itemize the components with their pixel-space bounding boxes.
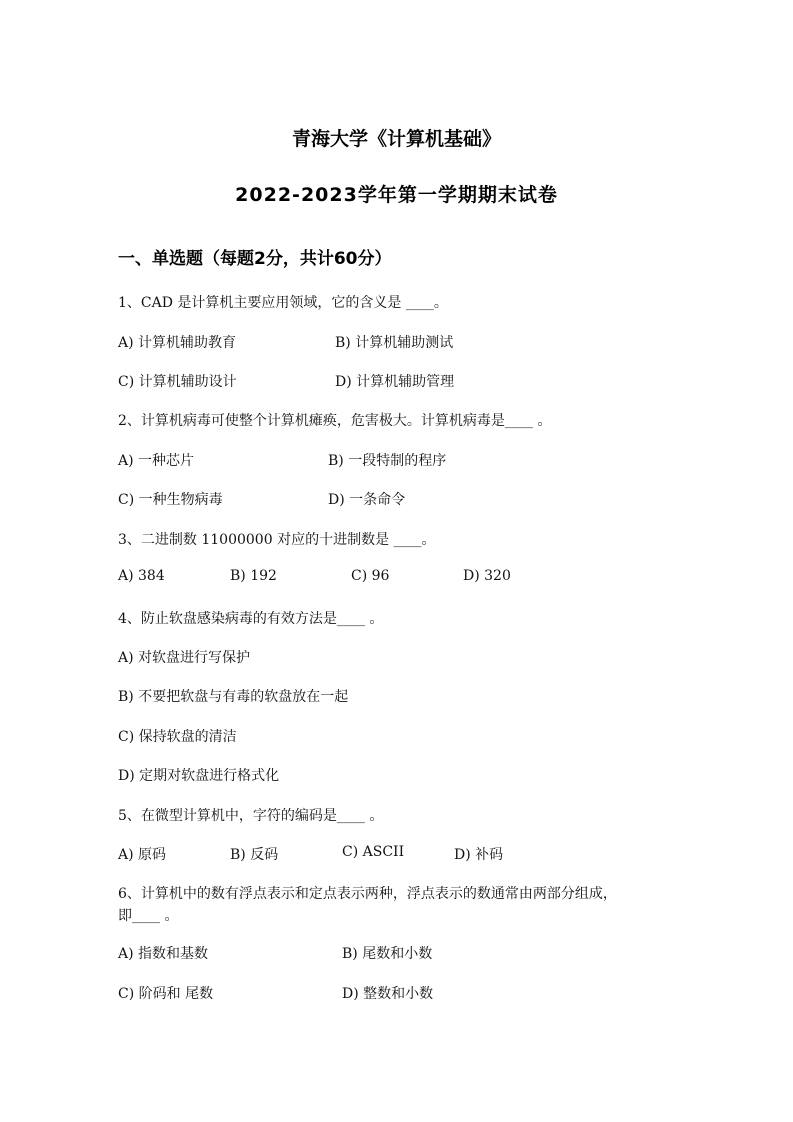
question-6-option-c: C) 阶码和 尾数 xyxy=(118,986,214,1002)
question-1-option-c: C) 计算机辅助设计 xyxy=(118,374,237,390)
question-3-option-c: C) 96 xyxy=(351,568,390,584)
question-4-option-b: B) 不要把软盘与有毒的软盘放在一起 xyxy=(118,689,349,705)
exam-title-line1: 青海大学《计算机基础》 xyxy=(291,128,501,150)
question-3-option-a: A) 384 xyxy=(118,568,165,584)
exam-title-line2: 2022-2023学年第一学期期末试卷 xyxy=(235,184,558,206)
question-3-option-d: D) 320 xyxy=(463,568,511,584)
question-5-stem: 5、在微型计算机中，字符的编码是____ 。 xyxy=(118,808,384,824)
question-5-option-a: A) 原码 xyxy=(118,847,167,863)
question-1-option-b: B) 计算机辅助测试 xyxy=(335,335,454,351)
question-1-option-d: D) 计算机辅助管理 xyxy=(335,374,455,390)
question-5-option-c: C) ASCII xyxy=(342,844,405,860)
question-4-option-a: A) 对软盘进行写保护 xyxy=(118,650,251,666)
question-1-option-a: A) 计算机辅助教育 xyxy=(118,335,237,351)
question-6-option-d: D) 整数和小数 xyxy=(342,986,434,1002)
question-2-option-c: C) 一种生物病毒 xyxy=(118,492,223,508)
question-3-stem: 3、二进制数 11000000 对应的十进制数是 ____。 xyxy=(118,532,436,548)
question-6-stem-continued: 即____ 。 xyxy=(118,908,179,924)
question-1-stem: 1、CAD 是计算机主要应用领域，它的含义是 ____。 xyxy=(118,295,448,311)
question-2-option-a: A) 一种芯片 xyxy=(118,453,195,469)
question-2-option-b: B) 一段特制的程序 xyxy=(328,453,447,469)
question-5-option-b: B) 反码 xyxy=(230,847,279,863)
question-5-option-d: D) 补码 xyxy=(454,847,504,863)
question-6-option-b: B) 尾数和小数 xyxy=(342,946,433,962)
question-2-option-d: D) 一条命令 xyxy=(328,492,406,508)
section-heading: 一、单选题（每题2分，共计60分） xyxy=(118,249,392,269)
question-6-stem: 6、计算机中的数有浮点表示和定点表示两种，浮点表示的数通常由两部分组成， xyxy=(118,886,617,902)
question-4-option-c: C) 保持软盘的清洁 xyxy=(118,729,237,745)
question-6-option-a: A) 指数和基数 xyxy=(118,946,209,962)
question-4-stem: 4、防止软盘感染病毒的有效方法是____ 。 xyxy=(118,611,384,627)
question-4-option-d: D) 定期对软盘进行格式化 xyxy=(118,768,280,784)
question-3-option-b: B) 192 xyxy=(230,568,277,584)
question-2-stem: 2、计算机病毒可使整个计算机瘫痪，危害极大。计算机病毒是____ 。 xyxy=(118,413,552,429)
